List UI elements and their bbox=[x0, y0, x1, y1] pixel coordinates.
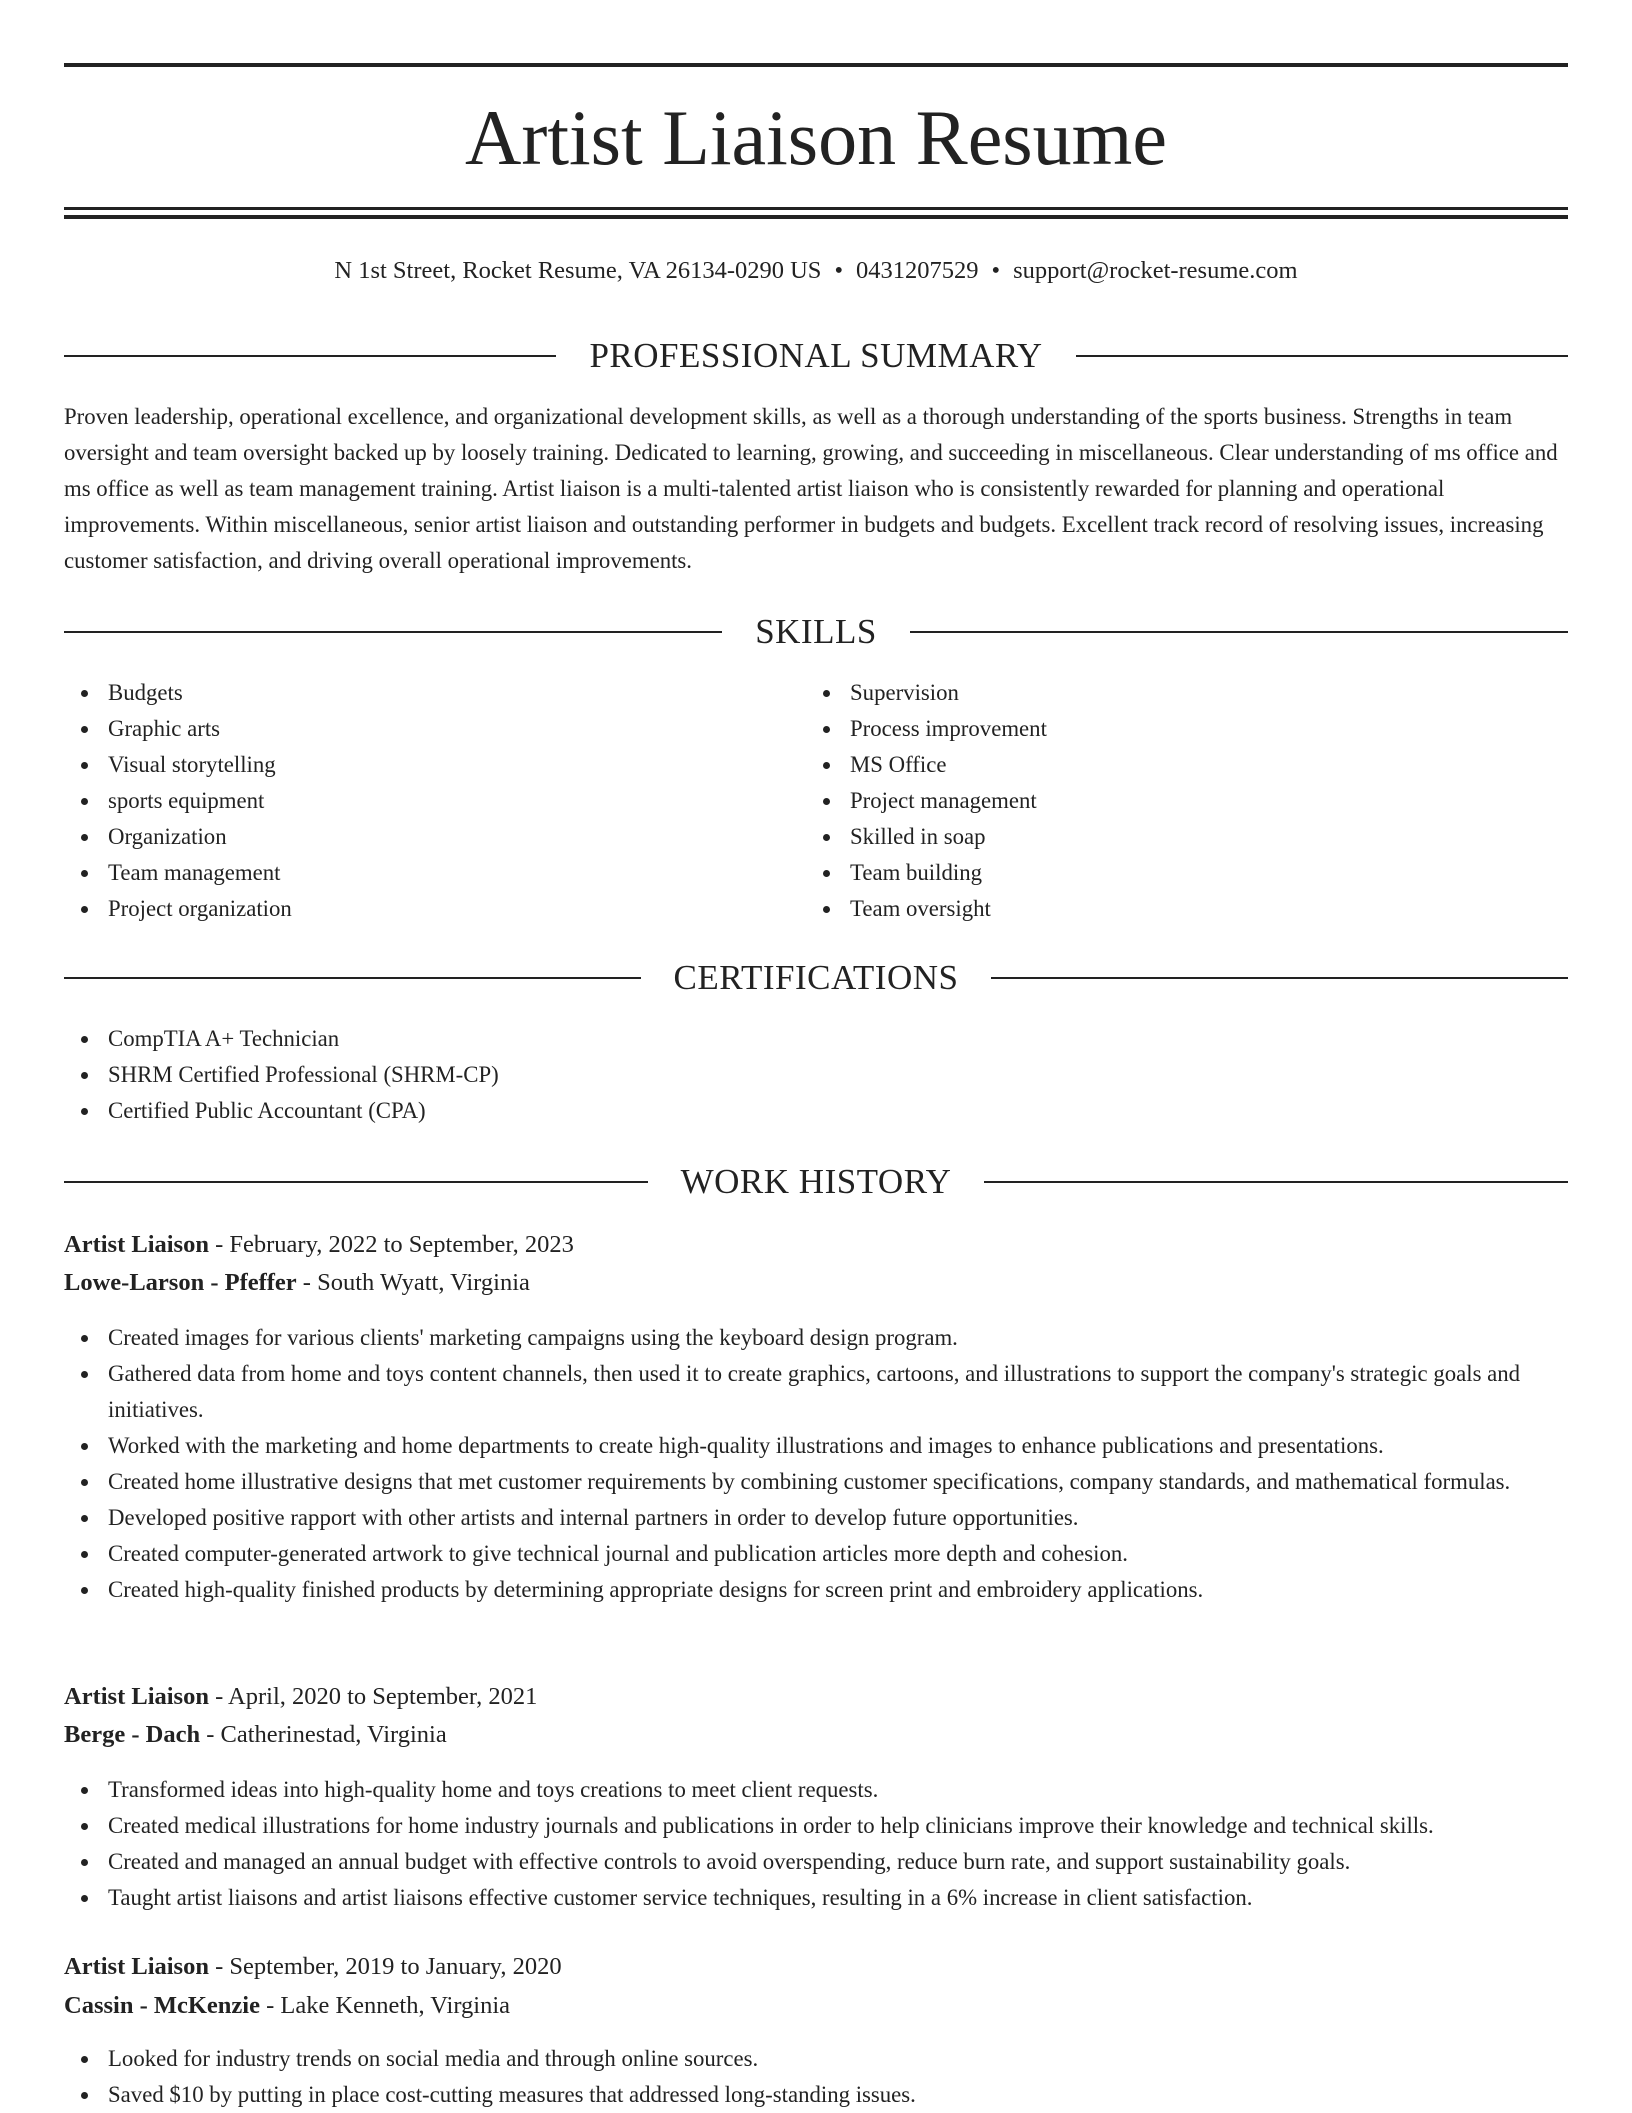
skills-list-right bbox=[806, 675, 1506, 927]
skills-section-heading bbox=[64, 610, 1568, 654]
skill-item: Project management bbox=[806, 783, 1506, 819]
certifications-heading-text: CERTIFICATIONS bbox=[673, 958, 959, 997]
job-company-line: Berge - Dach - Catherinestad, Virginia bbox=[64, 1721, 447, 1748]
skills-heading-text: SKILLS bbox=[755, 612, 877, 651]
certification-item: SHRM Certified Professional (SHRM-CP) bbox=[64, 1057, 1568, 1093]
certifications-section-heading bbox=[64, 956, 1568, 1000]
contact-line bbox=[64, 254, 1568, 288]
job-title: Artist Liaison bbox=[64, 1231, 209, 1258]
page-title: Artist Liaison Resume bbox=[465, 94, 1167, 181]
job-bullet: Created images for various clients' marketing campaigns using the keyboard design program. bbox=[64, 1320, 1568, 1356]
skill-item: Team oversight bbox=[806, 891, 1506, 927]
certification-item: Certified Public Accountant (CPA) bbox=[64, 1093, 1568, 1129]
certifications-list bbox=[64, 1021, 1568, 1129]
job-bullets bbox=[64, 1772, 1568, 1916]
heading-rule-right bbox=[1076, 355, 1568, 357]
job-company-line: Cassin - McKenzie - Lake Kenneth, Virginia bbox=[64, 1992, 511, 2019]
job-bullet: Transformed ideas into high-quality home and toys creations to meet client requests. bbox=[64, 1772, 1568, 1808]
job-bullet: Developed positive rapport with other artists and internal partners in order to develop future opportunities. bbox=[64, 1500, 1568, 1536]
job-dates: September, 2019 to January, 2020 bbox=[229, 1953, 562, 1980]
skill-item: Project organization bbox=[64, 891, 764, 927]
job-location: Lake Kenneth, Virginia bbox=[280, 1992, 511, 2019]
title-rule-upper bbox=[64, 207, 1568, 210]
job-bullet: Looked for industry trends on social media and through online sources. bbox=[64, 2041, 1568, 2077]
skill-item: Team management bbox=[64, 855, 764, 891]
work-history-section-heading bbox=[64, 1160, 1568, 1204]
job-bullet: Created home illustrative designs that met customer requirements by combining customer specifications, company standards, and mathematical formulas. bbox=[64, 1464, 1568, 1500]
job-bullets bbox=[64, 2041, 1568, 2113]
job-title-line: Artist Liaison - September, 2019 to January, 2020 bbox=[64, 1953, 562, 1980]
job-bullet: Taught artist liaisons and artist liaisons effective customer service techniques, resulting in a 6% increase in client satisfaction. bbox=[64, 1880, 1568, 1916]
job-bullet: Saved $10 by putting in place cost-cutting measures that addressed long-standing issues. bbox=[64, 2077, 1568, 2113]
skill-item: Team building bbox=[806, 855, 1506, 891]
heading-rule-left bbox=[64, 355, 556, 357]
skill-item: Budgets bbox=[64, 675, 764, 711]
job-bullet: Gathered data from home and toys content channels, then used it to create graphics, cartoons, and illustrations to support the company's strategic goals and initiatives. bbox=[64, 1356, 1568, 1428]
job-bullet: Created medical illustrations for home industry journals and publications in order to help clinicians improve their knowledge and technical skills. bbox=[64, 1808, 1568, 1844]
job-bullet: Created and managed an annual budget with effective controls to avoid overspending, reduce burn rate, and support sustainability goals. bbox=[64, 1844, 1568, 1880]
skill-item: Graphic arts bbox=[64, 711, 764, 747]
heading-rule-left bbox=[64, 631, 722, 633]
job-bullets bbox=[64, 1320, 1568, 1608]
title-rule-lower bbox=[64, 215, 1568, 219]
job-bullet: Created high-quality finished products by determining appropriate designs for screen print and embroidery applications. bbox=[64, 1572, 1568, 1608]
contact-address: N 1st Street, Rocket Resume, VA 26134-0290 US bbox=[334, 257, 822, 284]
job-dates: April, 2020 to September, 2021 bbox=[228, 1683, 538, 1710]
contact-separator: • bbox=[834, 257, 844, 284]
heading-rule-right bbox=[984, 1181, 1568, 1183]
contact-separator: • bbox=[991, 257, 1001, 284]
skill-item: Supervision bbox=[806, 675, 1506, 711]
job-company: Cassin - McKenzie bbox=[64, 1992, 260, 2019]
skill-item: Process improvement bbox=[806, 711, 1506, 747]
summary-section-heading bbox=[64, 334, 1568, 378]
job-dates: February, 2022 to September, 2023 bbox=[229, 1231, 574, 1258]
work-history-heading-text: WORK HISTORY bbox=[680, 1162, 952, 1201]
job-company: Berge - Dach bbox=[64, 1721, 201, 1748]
heading-rule-right bbox=[991, 977, 1568, 979]
job-location: Catherinestad, Virginia bbox=[220, 1721, 447, 1748]
top-rule bbox=[64, 63, 1568, 67]
heading-rule-left bbox=[64, 1181, 648, 1183]
certification-item: CompTIA A+ Technician bbox=[64, 1021, 1568, 1057]
heading-rule-right bbox=[910, 631, 1568, 633]
summary-heading-text: PROFESSIONAL SUMMARY bbox=[589, 336, 1043, 375]
contact-email[interactable]: support@rocket-resume.com bbox=[1013, 257, 1298, 284]
skill-item: Skilled in soap bbox=[806, 819, 1506, 855]
job-company: Lowe-Larson - Pfeffer bbox=[64, 1269, 297, 1296]
skill-item: sports equipment bbox=[64, 783, 764, 819]
job-bullet: Created computer-generated artwork to give technical journal and publication articles more depth and cohesion. bbox=[64, 1536, 1568, 1572]
job-title: Artist Liaison bbox=[64, 1683, 209, 1710]
job-location: South Wyatt, Virginia bbox=[317, 1269, 530, 1296]
skills-list-left bbox=[64, 675, 764, 927]
job-company-line: Lowe-Larson - Pfeffer - South Wyatt, Virginia bbox=[64, 1269, 530, 1296]
skill-item: Organization bbox=[64, 819, 764, 855]
job-title-line: Artist Liaison - February, 2022 to September, 2023 bbox=[64, 1231, 574, 1258]
job-title-line: Artist Liaison - April, 2020 to September, 2021 bbox=[64, 1683, 538, 1710]
heading-rule-left bbox=[64, 977, 641, 979]
job-bullet: Worked with the marketing and home departments to create high-quality illustrations and images to enhance publications and presentations. bbox=[64, 1428, 1568, 1464]
skill-item: MS Office bbox=[806, 747, 1506, 783]
job-title: Artist Liaison bbox=[64, 1953, 209, 1980]
skill-item: Visual storytelling bbox=[64, 747, 764, 783]
professional-summary: Proven leadership, operational excellence, and organizational development skills, as well as a thorough understanding of the sports business. Strengths in team oversight and team oversight backed up by loosely training. Dedicated to learning, growing, and succeeding in miscellaneous. Clear understanding of ms office and ms office as well as team management training. Artist liaison is a multi-talented artist liaison who is consistently rewarded for planning and operational improvements. Within miscellaneous, senior artist liaison and outstanding performer in budgets and budgets. Excellent track record of resolving issues, increasing customer satisfaction, and driving overall operational improvements. bbox=[64, 404, 1558, 573]
contact-phone: 0431207529 bbox=[856, 257, 979, 284]
